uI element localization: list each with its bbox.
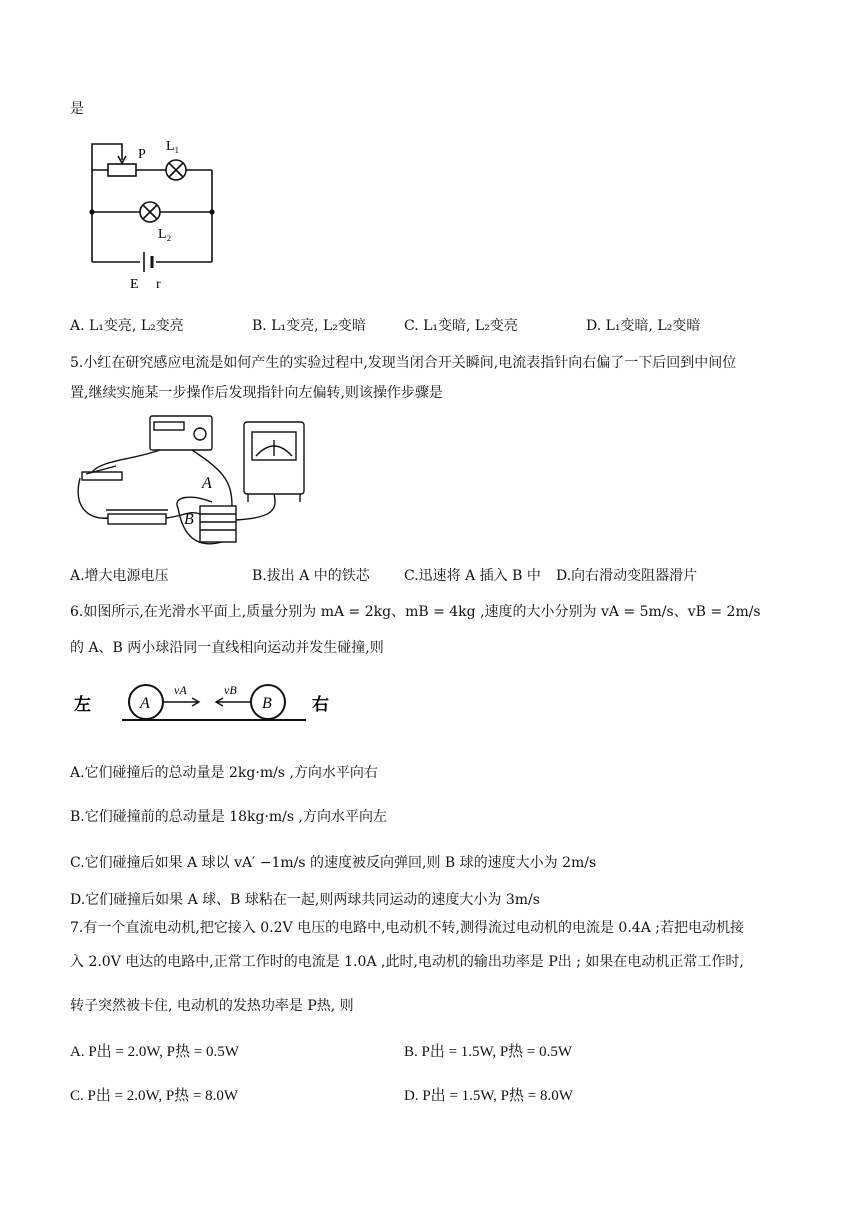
q7-option-c: C. P出 = 2.0W, P热 = 8.0W <box>70 1088 239 1104</box>
q7-option-d: D. P出 = 1.5W, P热 = 8.0W <box>404 1088 573 1104</box>
q4-option-d: D. L₁变暗, L₂变暗 <box>586 318 701 334</box>
q5-stem-line2: 置,继续实施某一步操作后发现指针向左偏转,则该操作步骤是 <box>70 385 443 401</box>
q5-option-d: D.向右滑动变阻器滑片 <box>556 568 698 584</box>
label-B: B <box>184 511 194 528</box>
q7-stem-line3: 转子突然被卡住, 电动机的发热功率是 P热, 则 <box>70 998 354 1014</box>
q6-collision-figure <box>72 682 332 728</box>
intro-tail-text: 是 <box>70 101 84 117</box>
q5-option-b: B.拔出 A 中的铁芯 <box>252 568 370 584</box>
q7-stem-line2: 入 2.0V 电达的电路中,正常工作时的电流是 1.0A ,此时,电动机的输出功率是 P出 ; 如果在电动机正常工作时, <box>70 954 744 970</box>
q4-option-a: A. L₁变亮, L₂变亮 <box>70 318 184 334</box>
label-L1: L₁ <box>166 139 180 154</box>
label-L2: L₂ <box>158 227 172 242</box>
q5-stem-line1: 5.小红在研究感应电流是如何产生的实验过程中,发现当闭合开关瞬间,电流表指针向右偏了一下后回到中间位 <box>70 355 737 371</box>
q7-stem-line1: 7.有一个直流电动机,把它接入 0.2V 电压的电路中,电动机不转,测得流过电动机的电流是 0.4A ;若把电动机接 <box>70 920 744 936</box>
label-right: 右 <box>312 695 329 714</box>
q7-option-a: A. P出 = 2.0W, P热 = 0.5W <box>70 1044 239 1060</box>
q6-stem-line2: 的 A、B 两小球沿同一直线相向运动并发生碰撞,则 <box>70 640 384 656</box>
q6-option-a: A.它们碰撞后的总动量是 2kg·m/s ,方向水平向右 <box>70 765 378 781</box>
label-E: E <box>130 277 139 292</box>
label-r: r <box>156 277 161 292</box>
q4-circuit-figure <box>86 132 218 292</box>
q6-option-d: D.它们碰撞后如果 A 球、B 球粘在一起,则两球共同运动的速度大小为 3m/s <box>70 892 540 908</box>
label-ball-B: B <box>262 695 272 712</box>
label-vB: vB <box>224 683 237 697</box>
q5-experiment-figure <box>72 410 322 550</box>
label-ball-A: A <box>140 695 150 712</box>
label-left: 左 <box>74 695 91 714</box>
q5-option-c: C.迅速将 A 插入 B 中 <box>404 568 541 584</box>
q6-stem-line1: 6.如图所示,在光滑水平面上,质量分别为 mA = 2kg、mB = 4kg ,速度的大小分别为 vA = 5m/s、vB = 2m/s <box>70 604 761 620</box>
q6-option-b: B.它们碰撞前的总动量是 18kg·m/s ,方向水平向左 <box>70 809 387 825</box>
q6-option-c: C.它们碰撞后如果 A 球以 vA′ −1m/s 的速度被反向弹回,则 B 球的速度大小为 2m/s <box>70 855 597 871</box>
q4-option-b: B. L₁变亮, L₂变暗 <box>252 318 366 334</box>
q7-option-b: B. P出 = 1.5W, P热 = 0.5W <box>404 1044 573 1060</box>
label-vA: vA <box>174 683 187 697</box>
label-A: A <box>202 475 212 492</box>
q4-option-c: C. L₁变暗, L₂变亮 <box>404 318 518 334</box>
label-P: P <box>138 147 146 162</box>
q5-option-a: A.增大电源电压 <box>70 568 169 584</box>
